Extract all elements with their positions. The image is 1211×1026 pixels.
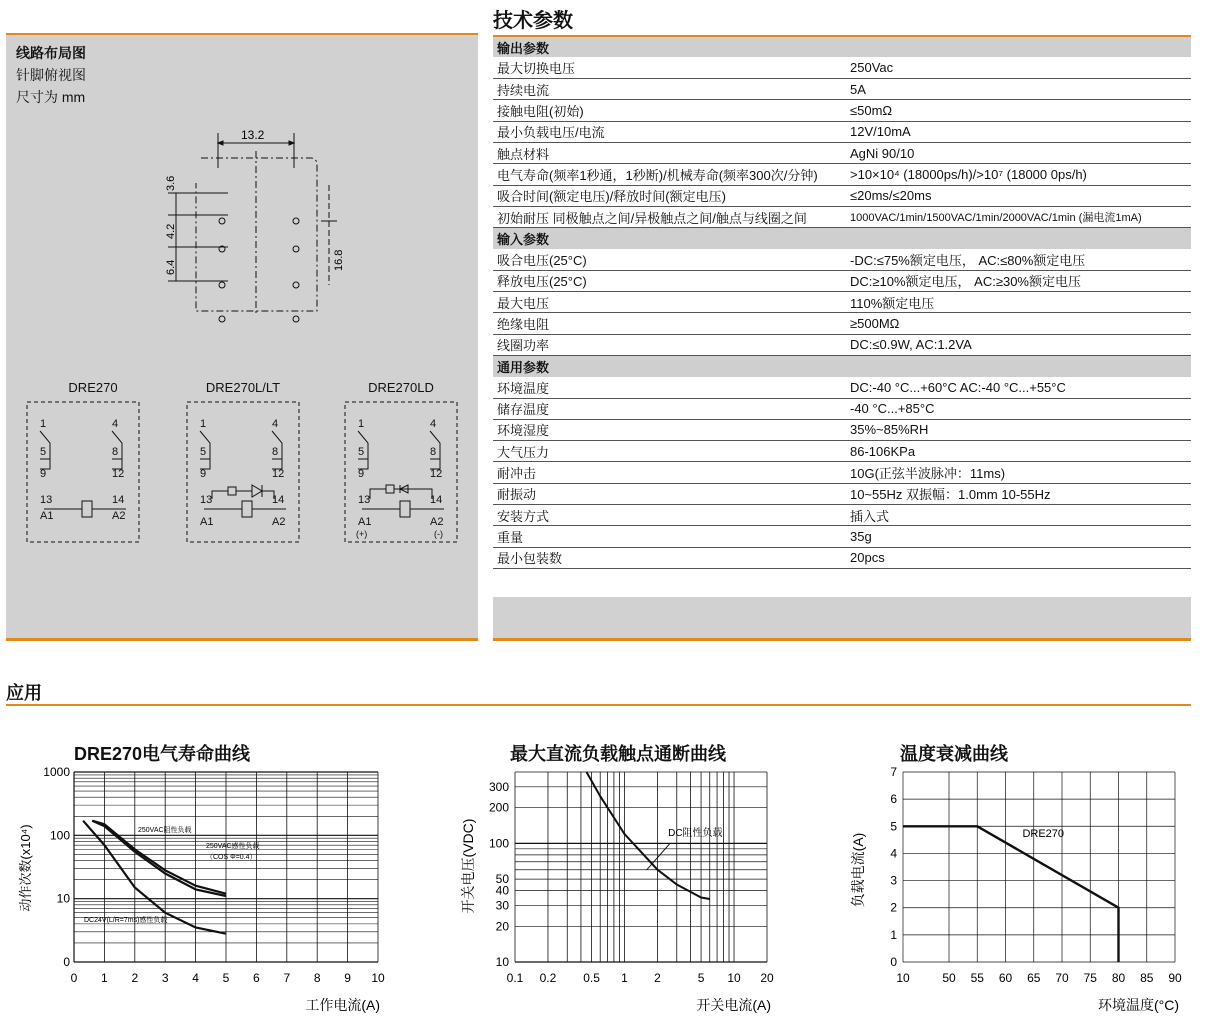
- svg-text:(-): (-): [434, 529, 443, 539]
- y-tick-label: 200: [488, 800, 509, 815]
- spec-key: 绝缘电阻: [493, 313, 850, 334]
- spec-key: 最大切换电压: [493, 57, 850, 78]
- y-tick-label: 10: [495, 955, 509, 969]
- chart2-title: 最大直流负载触点通断曲线: [510, 744, 726, 764]
- spec-value: 10G(正弦半波脉冲：11ms): [850, 462, 1191, 483]
- spec-value: 20pcs: [850, 547, 1191, 568]
- layout-units: 尺寸为 mm: [16, 89, 86, 105]
- spec-key: 吸合电压(25°C): [493, 249, 850, 270]
- spec-key: 持续电流: [493, 79, 850, 100]
- x-axis-label: 开关电流(A): [696, 997, 771, 1013]
- svg-text:13: 13: [358, 494, 371, 506]
- wiring-label: DRE270LD: [368, 380, 434, 395]
- layout-subtitle: 针脚俯视图: [16, 67, 86, 83]
- spec-section-row: [493, 36, 1191, 57]
- svg-text:13: 13: [200, 494, 213, 506]
- svg-text:(+): (+): [356, 529, 368, 539]
- svg-text:8: 8: [272, 446, 279, 458]
- x-tick-label: 5: [222, 971, 230, 985]
- spec-row: [493, 505, 1191, 526]
- svg-text:5: 5: [200, 446, 207, 458]
- svg-text:A2: A2: [430, 516, 444, 528]
- y-axis-label: 开关电压(VDC): [460, 818, 476, 914]
- spec-key: 线圈功率: [493, 334, 850, 355]
- y-tick-label: 30: [495, 898, 509, 913]
- spec-section-row: [493, 228, 1191, 249]
- x-tick-label: 0.1: [506, 971, 524, 985]
- y-tick-label: 40: [495, 883, 509, 898]
- spec-value: -DC:≤75%额定电压， AC:≤80%额定电压: [850, 249, 1191, 270]
- spec-value: 250Vac: [850, 57, 1191, 78]
- spec-row: [493, 270, 1191, 291]
- spec-row: [493, 164, 1191, 185]
- x-tick-label: 0.2: [539, 971, 557, 985]
- y-tick-label: 0: [890, 955, 897, 969]
- dim-d3: 6.4: [165, 259, 177, 275]
- temperature-derating-chart: [845, 760, 1190, 1020]
- y-tick-label: 10: [56, 891, 70, 906]
- annotation: DRE270: [1022, 828, 1065, 841]
- spec-row: [493, 249, 1191, 270]
- y-tick-label: 100: [49, 828, 70, 843]
- dim-width: 13.2: [241, 128, 265, 142]
- svg-text:1: 1: [200, 418, 207, 430]
- svg-text:4: 4: [430, 418, 437, 430]
- y-axis-label: 负载电流(A): [850, 832, 866, 908]
- annotation: 250VAC感性负载: [206, 843, 260, 850]
- spec-title: 技术参数: [493, 10, 573, 32]
- spec-key: 吸合时间(额定电压)/释放时间(额定电压): [493, 185, 850, 206]
- x-tick-label: 8: [313, 971, 321, 985]
- annotation-leader: [647, 843, 670, 869]
- wiring-diagram: [344, 401, 458, 543]
- dc-load-chart: [455, 760, 775, 1020]
- svg-text:A2: A2: [112, 510, 126, 522]
- x-tick-label: 10: [371, 971, 385, 985]
- x-tick-label: 20: [760, 971, 774, 985]
- x-tick-label: 0.5: [583, 971, 600, 985]
- x-tick-label: 9: [344, 971, 351, 985]
- x-tick-label: 0: [70, 971, 78, 985]
- svg-text:9: 9: [40, 468, 47, 480]
- spec-table: [493, 35, 1191, 569]
- y-tick-label: 20: [495, 919, 509, 934]
- spec-row: [493, 526, 1191, 547]
- application-title: 应用: [6, 683, 42, 703]
- spec-key: 触点材料: [493, 142, 850, 163]
- y-tick-label: 3: [890, 873, 897, 888]
- spec-key: 电气寿命(频率1秒通，1秒断)/机械寿命(频率300次/分钟): [493, 164, 850, 185]
- spec-row: [493, 185, 1191, 206]
- spec-value: ≤20ms/≤20ms: [850, 185, 1191, 206]
- y-axis-label: 动作次数(x10⁴): [18, 824, 33, 912]
- wiring-label: DRE270L/LT: [205, 380, 281, 395]
- y-tick-label: 100: [488, 836, 509, 851]
- x-tick-label: 6: [253, 971, 260, 985]
- x-tick-label: 10: [727, 971, 741, 985]
- y-tick-label: 1: [890, 927, 897, 942]
- spec-row: [493, 206, 1191, 227]
- spec-row: [493, 121, 1191, 142]
- y-tick-label: 50: [495, 872, 509, 887]
- svg-text:A1: A1: [358, 516, 372, 528]
- spec-value: 10~55Hz 双振幅：1.0mm 10-55Hz: [850, 483, 1191, 504]
- svg-text:8: 8: [112, 446, 119, 458]
- svg-text:8: 8: [430, 446, 437, 458]
- x-tick-label: 10: [896, 971, 910, 985]
- x-tick-label: 55: [970, 971, 984, 985]
- layout-panel: [6, 33, 478, 641]
- spec-key: 环境温度: [493, 377, 850, 398]
- spec-table-wrapper: [493, 35, 1191, 569]
- spec-key: 最大电压: [493, 292, 850, 313]
- x-tick-label: 60: [998, 971, 1013, 985]
- y-tick-label: 6: [890, 792, 897, 807]
- series-line: [903, 826, 1119, 962]
- x-axis-label: 环境温度(°C): [1097, 997, 1179, 1013]
- pin-layout-drawing: [146, 123, 346, 323]
- spec-value: AgNi 90/10: [850, 142, 1191, 163]
- wiring-dre270ld: [344, 380, 458, 548]
- spec-value: 35g: [850, 526, 1191, 547]
- svg-text:12: 12: [430, 468, 443, 480]
- x-tick-label: 70: [1055, 971, 1069, 985]
- spec-value: ≥500MΩ: [850, 313, 1191, 334]
- spec-key: 环境湿度: [493, 419, 850, 440]
- spec-row: [493, 441, 1191, 462]
- spec-value: DC:-40 °C...+60°C AC:-40 °C...+55°C: [850, 377, 1191, 398]
- spec-value: 12V/10mA: [850, 121, 1191, 142]
- spec-value: 1000VAC/1min/1500VAC/1min/2000VAC/1min (漏电流1mA): [850, 206, 1191, 227]
- x-tick-label: 4: [192, 971, 199, 985]
- spec-key: 重量: [493, 526, 850, 547]
- spec-value: 110%额定电压: [850, 292, 1191, 313]
- y-tick-label: 2: [890, 900, 897, 915]
- spec-row: [493, 57, 1191, 78]
- spec-key: 初始耐压 同极触点之间/异极触点之间/触点与线圈之间: [493, 206, 850, 227]
- svg-text:A1: A1: [200, 516, 214, 528]
- x-tick-label: 2: [131, 971, 139, 985]
- x-tick-label: 1: [101, 971, 108, 985]
- spec-value: ≤50mΩ: [850, 100, 1191, 121]
- x-tick-label: 7: [283, 971, 291, 985]
- svg-text:5: 5: [358, 446, 365, 458]
- dim-height: 16.8: [333, 249, 345, 271]
- spec-row: [493, 398, 1191, 419]
- svg-text:12: 12: [272, 468, 285, 480]
- svg-text:9: 9: [358, 468, 365, 480]
- svg-text:5: 5: [40, 446, 47, 458]
- spec-section-label: 通用参数: [493, 355, 1191, 376]
- spec-row: [493, 334, 1191, 355]
- annotation: DC阻性负载: [668, 828, 723, 840]
- spec-value: 5A: [850, 79, 1191, 100]
- spec-row: [493, 547, 1191, 568]
- spec-row: [493, 79, 1191, 100]
- x-tick-label: 80: [1111, 971, 1126, 985]
- dim-d2: 4.2: [165, 223, 177, 239]
- svg-text:4: 4: [112, 418, 119, 430]
- spec-row: [493, 419, 1191, 440]
- spec-key: 储存温度: [493, 398, 850, 419]
- svg-text:9: 9: [200, 468, 207, 480]
- x-tick-label: 90: [1168, 971, 1182, 985]
- spec-section-row: [493, 355, 1191, 376]
- spec-row: [493, 142, 1191, 163]
- dim-d1: 3.6: [165, 175, 177, 191]
- spec-row: [493, 483, 1191, 504]
- svg-text:14: 14: [272, 494, 285, 506]
- y-tick-label: 4: [890, 846, 897, 861]
- y-tick-label: 1000: [43, 765, 70, 779]
- chart1-title: DRE270电气寿命曲线: [74, 744, 251, 764]
- svg-text:4: 4: [272, 418, 279, 430]
- y-tick-label: 5: [890, 819, 897, 834]
- spec-row: [493, 100, 1191, 121]
- spec-section-label: 输入参数: [493, 228, 1191, 249]
- spec-key: 大气压力: [493, 441, 850, 462]
- annotation: 250VAC阻性负载: [138, 827, 192, 834]
- x-tick-label: 5: [697, 971, 705, 985]
- svg-text:14: 14: [430, 494, 443, 506]
- spec-key: 释放电压(25°C): [493, 270, 850, 291]
- annotation: （COS Φ=0.4）: [206, 854, 257, 861]
- spec-section-label: 输出参数: [493, 36, 1191, 57]
- spec-value: >10×10⁴ (18000ps/h)/>10⁷ (18000 0ps/h): [850, 164, 1191, 185]
- spec-key: 接触电阻(初始): [493, 100, 850, 121]
- x-tick-label: 50: [942, 971, 956, 985]
- annotation: DC24V(L/R=7ms)感性负载: [84, 917, 168, 924]
- svg-text:1: 1: [40, 418, 47, 430]
- wiring-diagram: [186, 401, 300, 543]
- life-curve-chart: [10, 760, 390, 1020]
- x-tick-label: 1: [621, 971, 628, 985]
- x-tick-label: 2: [654, 971, 661, 985]
- svg-text:14: 14: [112, 494, 125, 506]
- layout-title: 线路布局图: [16, 45, 86, 61]
- spec-row: [493, 462, 1191, 483]
- x-tick-label: 75: [1083, 971, 1097, 985]
- y-tick-label: 300: [488, 779, 509, 794]
- spec-value: 插入式: [850, 505, 1191, 526]
- svg-text:12: 12: [112, 468, 125, 480]
- wiring-dre270: [26, 380, 160, 548]
- spec-value: DC:≥10%额定电压， AC:≥30%额定电压: [850, 270, 1191, 291]
- spec-key: 耐振动: [493, 483, 850, 504]
- chart3-title: 温度衰减曲线: [900, 744, 1008, 764]
- spec-value: -40 °C...+85°C: [850, 398, 1191, 419]
- spec-key: 耐冲击: [493, 462, 850, 483]
- wiring-dre270l: [186, 380, 300, 548]
- spec-key: 最小包装数: [493, 547, 850, 568]
- y-tick-label: 0: [63, 955, 70, 969]
- application-divider: [6, 704, 1191, 706]
- spec-value: DC:≤0.9W, AC:1.2VA: [850, 334, 1191, 355]
- x-tick-label: 85: [1140, 971, 1154, 985]
- spec-value: 35%~85%RH: [850, 419, 1191, 440]
- y-tick-label: 7: [890, 765, 897, 779]
- x-tick-label: 65: [1027, 971, 1041, 985]
- x-tick-label: 3: [161, 971, 169, 985]
- svg-text:13: 13: [40, 494, 53, 506]
- wiring-label: DRE270: [68, 380, 118, 395]
- x-axis-label: 工作电流(A): [305, 997, 380, 1013]
- spec-key: 最小负载电压/电流: [493, 121, 850, 142]
- spec-value: 86-106KPa: [850, 441, 1191, 462]
- svg-text:A1: A1: [40, 510, 54, 522]
- spec-row: [493, 313, 1191, 334]
- svg-text:A2: A2: [272, 516, 286, 528]
- wiring-diagram: [26, 401, 140, 543]
- spec-row: [493, 292, 1191, 313]
- spec-key: 安装方式: [493, 505, 850, 526]
- spec-footer-band: [493, 597, 1191, 641]
- spec-row: [493, 377, 1191, 398]
- svg-text:1: 1: [358, 418, 365, 430]
